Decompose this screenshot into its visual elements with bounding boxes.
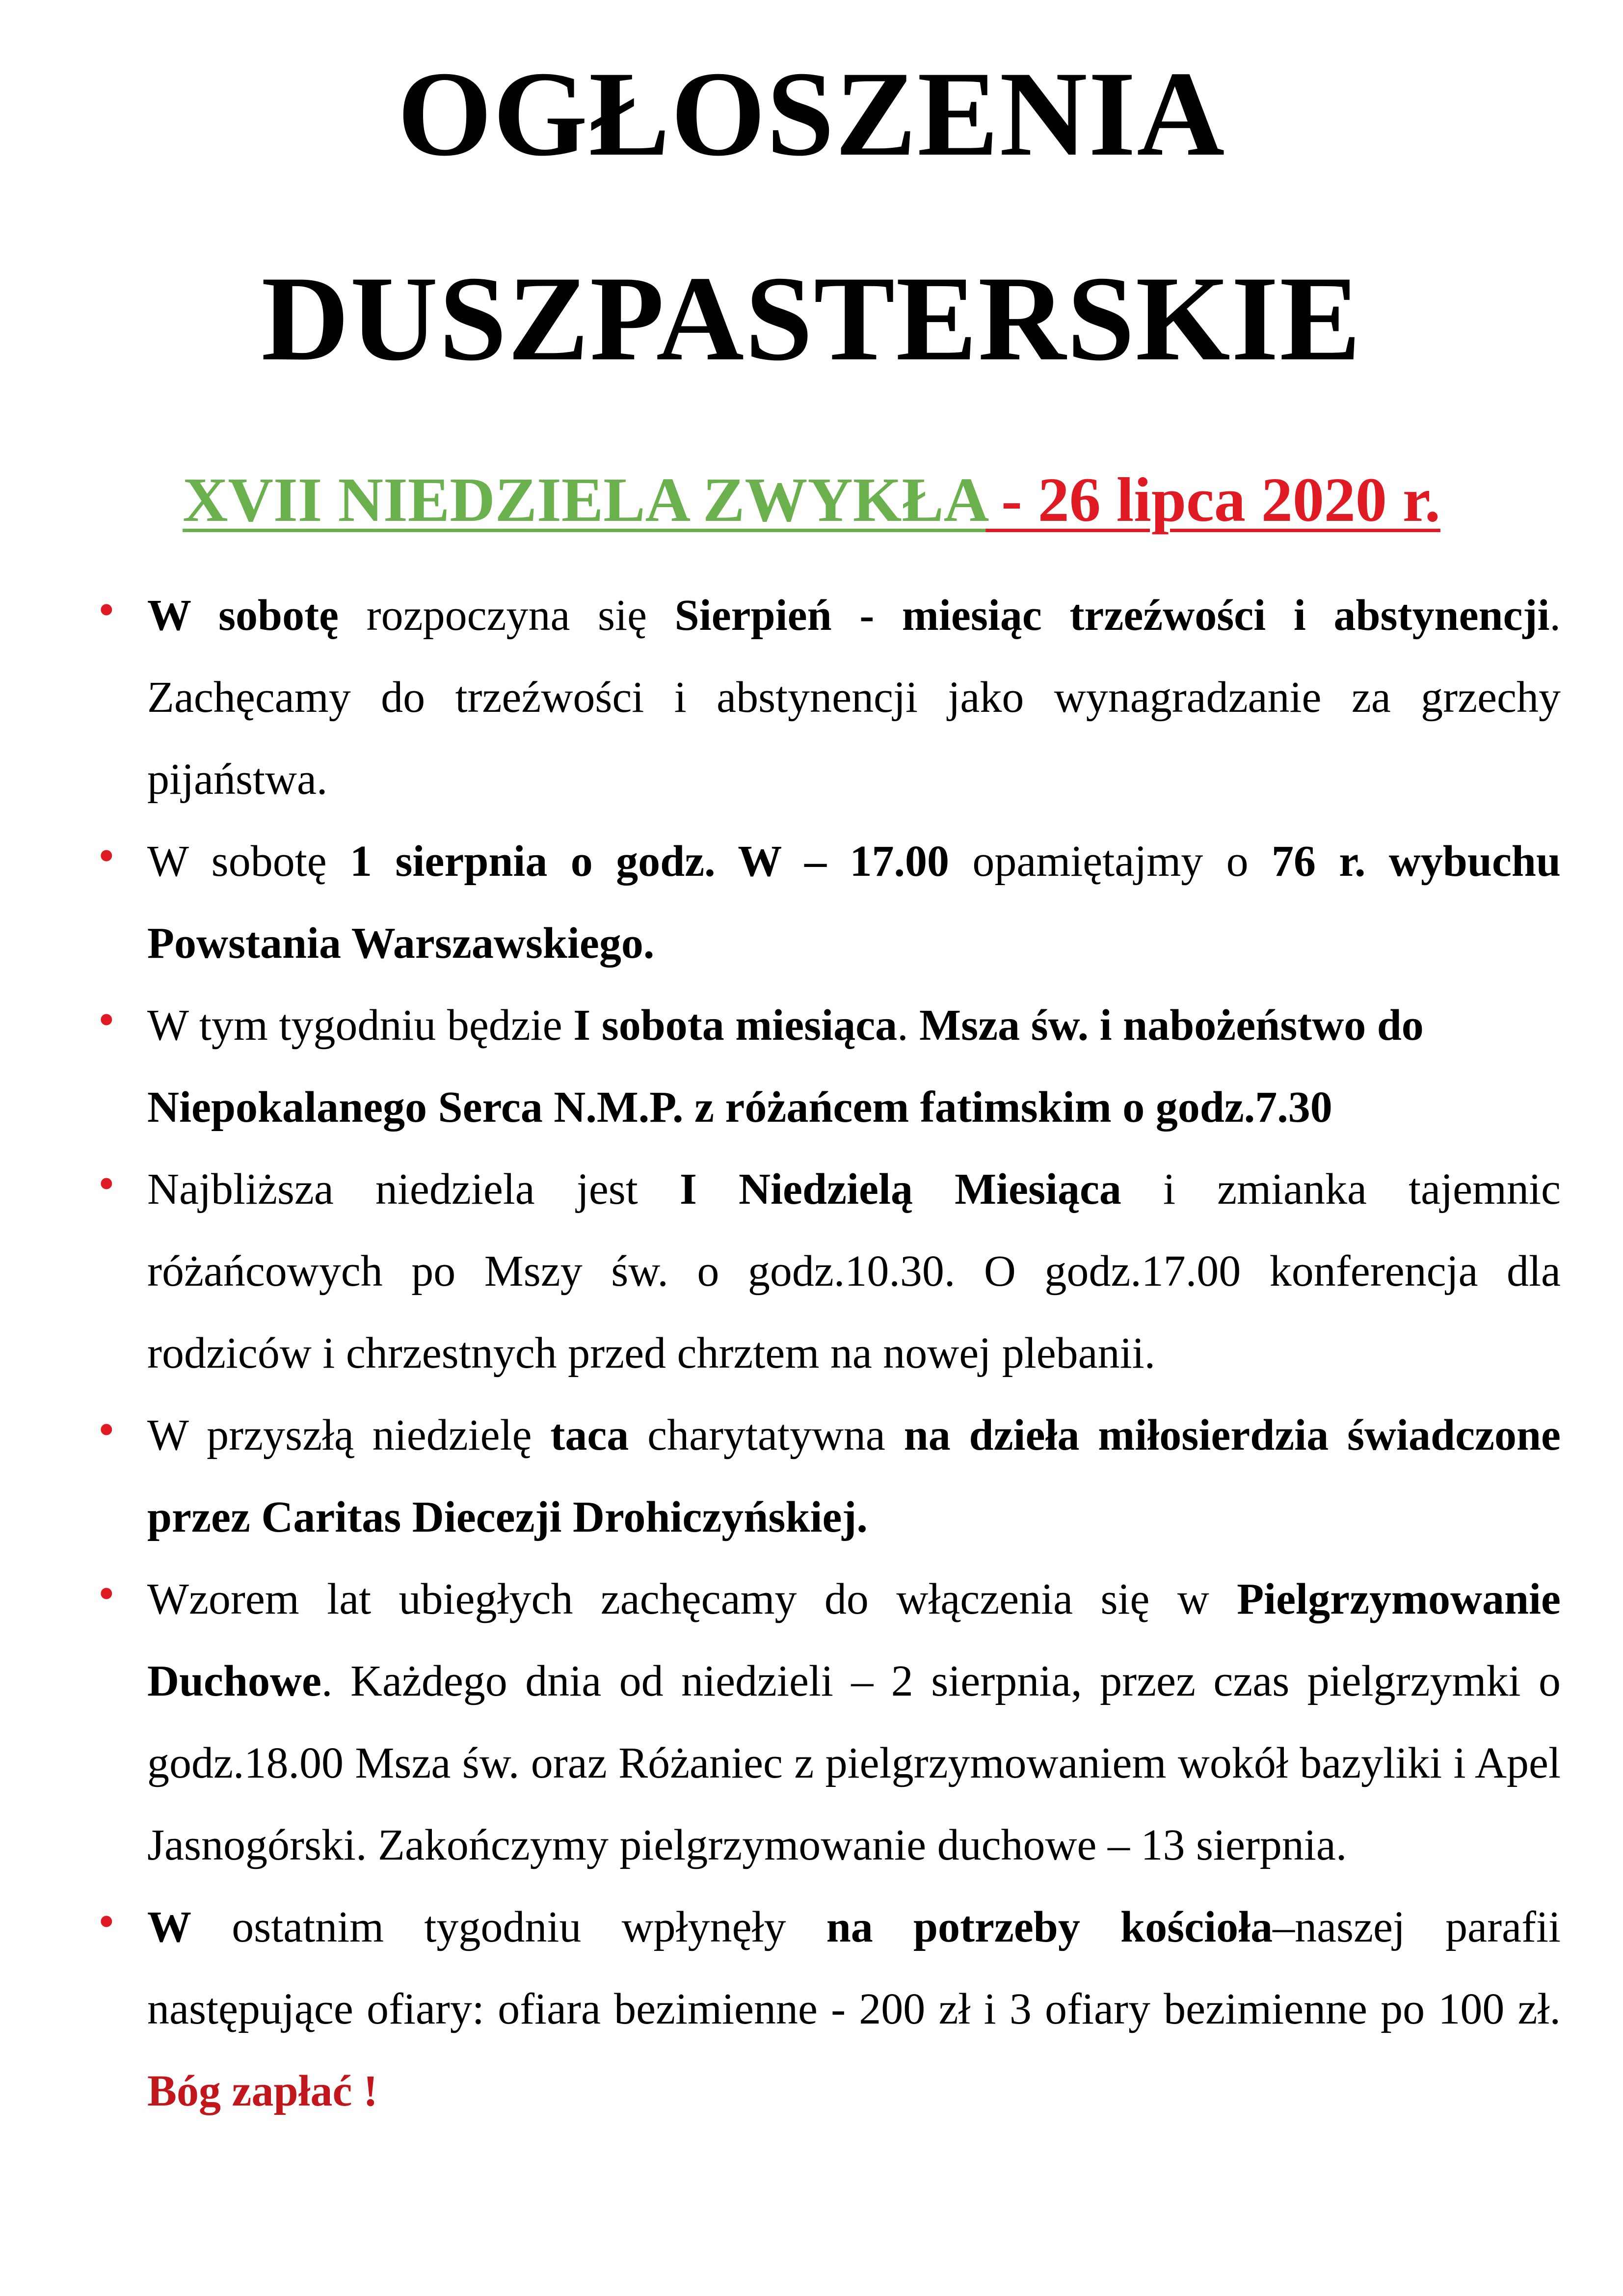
text: W przyszłą niedzielę [147,1411,551,1459]
sunday-date: - 26 lipca 2020 r. [985,465,1440,535]
text: –naszej parafii następujące ofiary: ofiara bezimienne - 200 zł i 3 ofiary bezimienne po 100 zł. [147,1903,1561,2033]
text: Wzorem lat ubiegłych zachęcamy do włączenia się w [147,1575,1237,1623]
text: charytatywna [629,1411,904,1459]
announcement-item [98,574,1561,820]
announcement-item [98,1148,1561,1394]
text: opamiętajmy o [949,837,1272,886]
text-bold: Sierpień - miesiąc trzeźwości i abstynencji [674,591,1550,640]
text-bold: W [147,1903,191,1951]
text-bold: I Niedzielą Miesiąca [679,1165,1121,1214]
announcement-item [98,1394,1561,1558]
text: W tym tygodniu będzie [147,1001,574,1050]
text: ostatnim tygodniu wpłynęły [191,1903,826,1951]
bullet-icon: • [98,829,115,882]
text: rozpoczyna się [339,591,675,640]
text-bold: na dzieła miłosierdzia świadczone przez Caritas Diecezji Drohiczyńskiej. [147,1411,1561,1541]
announcement-item [98,984,1561,1148]
announcement-item [98,1886,1561,2132]
text: . Zachęcamy do trzeźwości i abstynencji jako wynagradzanie za grzechy pijaństwa. [147,591,1561,804]
text: i zmianka tajemnic różańcowych po Mszy św. o godz.10.30. O godz.17.00 konferencja dla rodziców i chrzestnych przed chrztem na nowej plebanii. [147,1165,1561,1378]
text-bold: 1 sierpnia o godz. W – 17.00 [350,837,949,886]
announcement-item [98,1558,1561,1886]
sunday-subtitle [0,465,1623,535]
text-bold: na potrzeby kościoła [826,1903,1273,1951]
text-bold: W sobotę [147,591,339,640]
bullet-icon: • [98,1895,115,1947]
thanks-text: Bóg zapłać ! [147,2067,378,2115]
announcement-item [98,820,1561,984]
text-bold: Msza św. i nabożeństwo do Niepokalanego Serca N.M.P. z różańcem fatimskim o godz.7.30 [147,1001,1424,1132]
bullet-icon: • [98,1567,115,1620]
text: Najbliższa niedziela jest [147,1165,680,1214]
bullet-icon: • [98,993,115,1046]
bullet-icon: • [98,1157,115,1210]
bullet-icon: • [98,583,115,636]
text: W sobotę [147,837,350,886]
text-bold: Pielgrzymowanie Duchowe [147,1575,1561,1705]
text-bold: taca [550,1411,629,1459]
announcement-list [98,574,1561,2132]
text: . [897,1001,920,1050]
bullet-icon: • [98,1403,115,1456]
text: . Każdego dnia od niedzieli – 2 sierpnia, przez czas pielgrzymki o godz.18.00 Msza św. oraz Różaniec z pielgrzymowaniem wokół bazyliki i Apel Jasnogórski. Zakończymy pielgrzymowanie duchowe – 13 sierpnia. [147,1657,1561,1869]
page-title-line-1: OGŁOSZENIA [397,46,1226,181]
text-bold: I sobota miesiąca [573,1001,898,1050]
text-bold: 76 r. wybuchu Powstania Warszawskiego. [147,837,1561,968]
sunday-name: XVII NIEDZIELA ZWYKŁA [183,465,986,535]
page-title-line-2: DUSZPASTERSKIE [261,251,1362,386]
